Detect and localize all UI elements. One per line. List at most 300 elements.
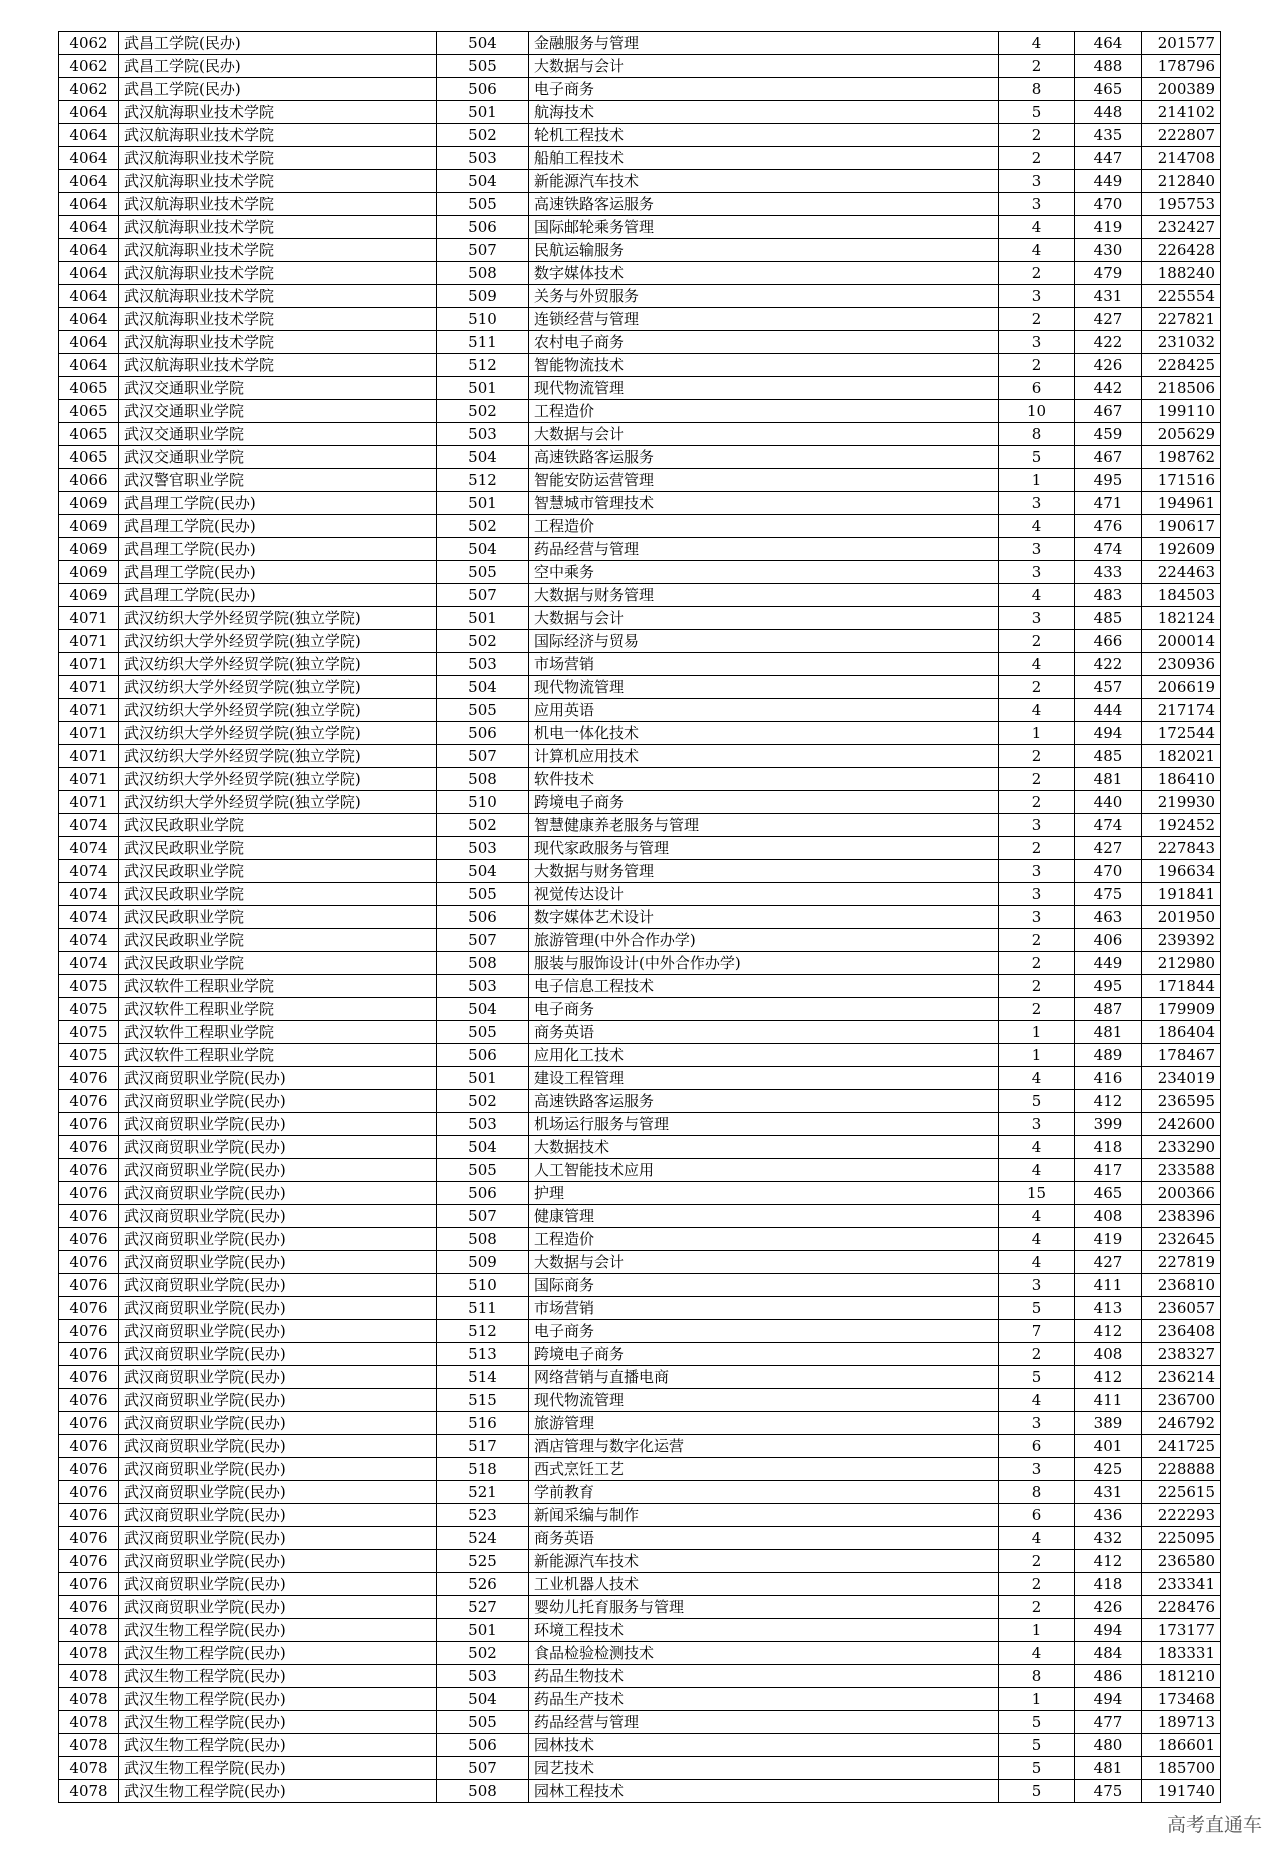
major-name-cell: 现代物流管理: [529, 377, 999, 400]
major-name-cell: 智能物流技术: [529, 354, 999, 377]
min-score-cell: 435: [1075, 124, 1142, 147]
school-code-cell: 4064: [59, 193, 119, 216]
table-row: [59, 607, 1221, 630]
school-code-cell: 4078: [59, 1688, 119, 1711]
plan-count-cell: 5: [999, 1711, 1075, 1734]
min-score-cell: 494: [1075, 1688, 1142, 1711]
major-code-cell: 518: [437, 1458, 529, 1481]
major-name-cell: 智慧健康养老服务与管理: [529, 814, 999, 837]
major-name-cell: 工业机器人技术: [529, 1573, 999, 1596]
school-code-cell: 4071: [59, 630, 119, 653]
min-rank-cell: 219930: [1142, 791, 1221, 814]
plan-count-cell: 4: [999, 1389, 1075, 1412]
school-name-cell: 武汉纺织大学外经贸学院(独立学院): [119, 630, 437, 653]
major-name-cell: 市场营销: [529, 1297, 999, 1320]
min-score-cell: 479: [1075, 262, 1142, 285]
plan-count-cell: 2: [999, 124, 1075, 147]
table-row: [59, 78, 1221, 101]
plan-count-cell: 3: [999, 170, 1075, 193]
plan-count-cell: 3: [999, 883, 1075, 906]
table-row: [59, 538, 1221, 561]
school-name-cell: 武汉商贸职业学院(民办): [119, 1274, 437, 1297]
min-rank-cell: 200014: [1142, 630, 1221, 653]
school-code-cell: 4071: [59, 676, 119, 699]
major-code-cell: 503: [437, 837, 529, 860]
min-score-cell: 408: [1075, 1205, 1142, 1228]
major-name-cell: 智慧城市管理技术: [529, 492, 999, 515]
major-code-cell: 506: [437, 906, 529, 929]
school-code-cell: 4064: [59, 331, 119, 354]
min-score-cell: 448: [1075, 101, 1142, 124]
min-rank-cell: 212980: [1142, 952, 1221, 975]
min-score-cell: 433: [1075, 561, 1142, 584]
school-name-cell: 武汉商贸职业学院(民办): [119, 1320, 437, 1343]
min-rank-cell: 186410: [1142, 768, 1221, 791]
min-rank-cell: 224463: [1142, 561, 1221, 584]
major-code-cell: 508: [437, 952, 529, 975]
min-rank-cell: 236408: [1142, 1320, 1221, 1343]
table-row: [59, 1435, 1221, 1458]
major-code-cell: 506: [437, 216, 529, 239]
min-score-cell: 470: [1075, 193, 1142, 216]
plan-count-cell: 5: [999, 1757, 1075, 1780]
major-code-cell: 509: [437, 285, 529, 308]
plan-count-cell: 2: [999, 147, 1075, 170]
plan-count-cell: 4: [999, 32, 1075, 55]
major-name-cell: 软件技术: [529, 768, 999, 791]
school-code-cell: 4065: [59, 400, 119, 423]
school-code-cell: 4066: [59, 469, 119, 492]
major-name-cell: 高速铁路客运服务: [529, 446, 999, 469]
major-name-cell: 农村电子商务: [529, 331, 999, 354]
min-score-cell: 495: [1075, 975, 1142, 998]
major-code-cell: 505: [437, 561, 529, 584]
min-score-cell: 419: [1075, 216, 1142, 239]
school-name-cell: 武汉商贸职业学院(民办): [119, 1343, 437, 1366]
table-row: [59, 1734, 1221, 1757]
school-name-cell: 武汉商贸职业学院(民办): [119, 1136, 437, 1159]
table-row: [59, 722, 1221, 745]
min-score-cell: 477: [1075, 1711, 1142, 1734]
min-score-cell: 426: [1075, 1596, 1142, 1619]
major-name-cell: 西式烹饪工艺: [529, 1458, 999, 1481]
school-code-cell: 4065: [59, 377, 119, 400]
table-row: [59, 262, 1221, 285]
major-name-cell: 网络营销与直播电商: [529, 1366, 999, 1389]
major-code-cell: 505: [437, 1159, 529, 1182]
table-row: [59, 1619, 1221, 1642]
major-name-cell: 应用化工技术: [529, 1044, 999, 1067]
min-rank-cell: 238327: [1142, 1343, 1221, 1366]
plan-count-cell: 2: [999, 262, 1075, 285]
min-score-cell: 480: [1075, 1734, 1142, 1757]
major-code-cell: 506: [437, 1734, 529, 1757]
min-score-cell: 459: [1075, 423, 1142, 446]
min-score-cell: 475: [1075, 883, 1142, 906]
min-rank-cell: 173177: [1142, 1619, 1221, 1642]
major-code-cell: 503: [437, 653, 529, 676]
school-name-cell: 武汉商贸职业学院(民办): [119, 1251, 437, 1274]
major-name-cell: 护理: [529, 1182, 999, 1205]
min-rank-cell: 222293: [1142, 1504, 1221, 1527]
min-rank-cell: 236810: [1142, 1274, 1221, 1297]
table-row: [59, 216, 1221, 239]
plan-count-cell: 7: [999, 1320, 1075, 1343]
table-row: [59, 768, 1221, 791]
plan-count-cell: 5: [999, 1366, 1075, 1389]
school-code-cell: 4076: [59, 1435, 119, 1458]
plan-count-cell: 15: [999, 1182, 1075, 1205]
school-code-cell: 4076: [59, 1343, 119, 1366]
school-code-cell: 4076: [59, 1205, 119, 1228]
school-name-cell: 武汉商贸职业学院(民办): [119, 1504, 437, 1527]
plan-count-cell: 2: [999, 1573, 1075, 1596]
min-score-cell: 467: [1075, 446, 1142, 469]
major-name-cell: 环境工程技术: [529, 1619, 999, 1642]
min-rank-cell: 189713: [1142, 1711, 1221, 1734]
min-score-cell: 457: [1075, 676, 1142, 699]
table-row: [59, 883, 1221, 906]
school-name-cell: 武汉商贸职业学院(民办): [119, 1481, 437, 1504]
plan-count-cell: 1: [999, 1688, 1075, 1711]
table-row: [59, 1527, 1221, 1550]
major-name-cell: 药品生物技术: [529, 1665, 999, 1688]
school-code-cell: 4069: [59, 515, 119, 538]
school-name-cell: 武汉商贸职业学院(民办): [119, 1182, 437, 1205]
major-name-cell: 高速铁路客运服务: [529, 193, 999, 216]
major-code-cell: 504: [437, 860, 529, 883]
major-name-cell: 大数据与财务管理: [529, 860, 999, 883]
school-code-cell: 4076: [59, 1251, 119, 1274]
school-name-cell: 武昌工学院(民办): [119, 55, 437, 78]
major-code-cell: 507: [437, 929, 529, 952]
min-rank-cell: 182021: [1142, 745, 1221, 768]
major-name-cell: 国际经济与贸易: [529, 630, 999, 653]
major-code-cell: 526: [437, 1573, 529, 1596]
table-row: [59, 1573, 1221, 1596]
plan-count-cell: 3: [999, 860, 1075, 883]
major-name-cell: 机电一体化技术: [529, 722, 999, 745]
table-row: [59, 1389, 1221, 1412]
min-rank-cell: 225095: [1142, 1527, 1221, 1550]
school-name-cell: 武汉生物工程学院(民办): [119, 1711, 437, 1734]
school-code-cell: 4076: [59, 1320, 119, 1343]
table-row: [59, 124, 1221, 147]
major-code-cell: 502: [437, 1642, 529, 1665]
school-name-cell: 武汉商贸职业学院(民办): [119, 1113, 437, 1136]
major-code-cell: 501: [437, 101, 529, 124]
school-name-cell: 武汉航海职业技术学院: [119, 147, 437, 170]
school-name-cell: 武汉航海职业技术学院: [119, 170, 437, 193]
school-code-cell: 4076: [59, 1389, 119, 1412]
school-code-cell: 4078: [59, 1642, 119, 1665]
major-code-cell: 510: [437, 308, 529, 331]
school-code-cell: 4076: [59, 1274, 119, 1297]
major-code-cell: 512: [437, 1320, 529, 1343]
min-score-cell: 465: [1075, 78, 1142, 101]
min-score-cell: 389: [1075, 1412, 1142, 1435]
major-name-cell: 关务与外贸服务: [529, 285, 999, 308]
min-score-cell: 427: [1075, 1251, 1142, 1274]
min-rank-cell: 212840: [1142, 170, 1221, 193]
plan-count-cell: 4: [999, 1251, 1075, 1274]
school-name-cell: 武汉生物工程学院(民办): [119, 1688, 437, 1711]
min-score-cell: 494: [1075, 1619, 1142, 1642]
table-row: [59, 1642, 1221, 1665]
plan-count-cell: 2: [999, 791, 1075, 814]
min-rank-cell: 188240: [1142, 262, 1221, 285]
school-code-cell: 4074: [59, 906, 119, 929]
major-code-cell: 508: [437, 1228, 529, 1251]
plan-count-cell: 4: [999, 653, 1075, 676]
major-code-cell: 505: [437, 55, 529, 78]
min-score-cell: 484: [1075, 1642, 1142, 1665]
min-score-cell: 467: [1075, 400, 1142, 423]
min-rank-cell: 214708: [1142, 147, 1221, 170]
school-name-cell: 武汉航海职业技术学院: [119, 216, 437, 239]
min-rank-cell: 228476: [1142, 1596, 1221, 1619]
table-row: [59, 998, 1221, 1021]
major-name-cell: 航海技术: [529, 101, 999, 124]
school-name-cell: 武汉生物工程学院(民办): [119, 1780, 437, 1803]
major-name-cell: 跨境电子商务: [529, 791, 999, 814]
min-rank-cell: 173468: [1142, 1688, 1221, 1711]
min-rank-cell: 184503: [1142, 584, 1221, 607]
min-rank-cell: 225554: [1142, 285, 1221, 308]
min-rank-cell: 239392: [1142, 929, 1221, 952]
min-score-cell: 471: [1075, 492, 1142, 515]
plan-count-cell: 4: [999, 216, 1075, 239]
school-code-cell: 4064: [59, 262, 119, 285]
table-row: [59, 561, 1221, 584]
min-rank-cell: 233290: [1142, 1136, 1221, 1159]
major-name-cell: 商务英语: [529, 1021, 999, 1044]
min-score-cell: 440: [1075, 791, 1142, 814]
table-row: [59, 331, 1221, 354]
major-name-cell: 计算机应用技术: [529, 745, 999, 768]
school-name-cell: 武汉商贸职业学院(民办): [119, 1159, 437, 1182]
school-code-cell: 4078: [59, 1757, 119, 1780]
major-code-cell: 502: [437, 124, 529, 147]
school-code-cell: 4078: [59, 1619, 119, 1642]
school-code-cell: 4069: [59, 538, 119, 561]
major-name-cell: 新能源汽车技术: [529, 170, 999, 193]
school-name-cell: 武汉交通职业学院: [119, 423, 437, 446]
plan-count-cell: 3: [999, 538, 1075, 561]
major-name-cell: 视觉传达设计: [529, 883, 999, 906]
plan-count-cell: 3: [999, 193, 1075, 216]
plan-count-cell: 4: [999, 239, 1075, 262]
major-name-cell: 电子商务: [529, 998, 999, 1021]
plan-count-cell: 2: [999, 1343, 1075, 1366]
min-score-cell: 475: [1075, 1780, 1142, 1803]
major-name-cell: 跨境电子商务: [529, 1343, 999, 1366]
table-row: [59, 515, 1221, 538]
min-rank-cell: 205629: [1142, 423, 1221, 446]
table-row: [59, 1067, 1221, 1090]
min-score-cell: 408: [1075, 1343, 1142, 1366]
table-row: [59, 975, 1221, 998]
min-score-cell: 449: [1075, 170, 1142, 193]
plan-count-cell: 2: [999, 630, 1075, 653]
min-score-cell: 432: [1075, 1527, 1142, 1550]
plan-count-cell: 5: [999, 1780, 1075, 1803]
table-row: [59, 699, 1221, 722]
min-rank-cell: 178796: [1142, 55, 1221, 78]
plan-count-cell: 6: [999, 377, 1075, 400]
table-row: [59, 1228, 1221, 1251]
min-rank-cell: 214102: [1142, 101, 1221, 124]
major-code-cell: 502: [437, 630, 529, 653]
min-score-cell: 418: [1075, 1573, 1142, 1596]
min-rank-cell: 201577: [1142, 32, 1221, 55]
plan-count-cell: 1: [999, 722, 1075, 745]
school-code-cell: 4064: [59, 147, 119, 170]
table-row: [59, 239, 1221, 262]
school-name-cell: 武汉商贸职业学院(民办): [119, 1550, 437, 1573]
min-rank-cell: 171844: [1142, 975, 1221, 998]
major-name-cell: 大数据与会计: [529, 423, 999, 446]
major-name-cell: 大数据与财务管理: [529, 584, 999, 607]
school-code-cell: 4076: [59, 1573, 119, 1596]
school-code-cell: 4069: [59, 492, 119, 515]
school-code-cell: 4076: [59, 1297, 119, 1320]
plan-count-cell: 4: [999, 699, 1075, 722]
table-row: [59, 1297, 1221, 1320]
table-row: [59, 745, 1221, 768]
plan-count-cell: 4: [999, 1067, 1075, 1090]
school-code-cell: 4065: [59, 423, 119, 446]
table-row: [59, 492, 1221, 515]
min-score-cell: 442: [1075, 377, 1142, 400]
min-score-cell: 481: [1075, 768, 1142, 791]
table-row: [59, 377, 1221, 400]
school-name-cell: 武汉航海职业技术学院: [119, 101, 437, 124]
table-row: [59, 32, 1221, 55]
major-name-cell: 智能安防运营管理: [529, 469, 999, 492]
school-name-cell: 武汉民政职业学院: [119, 906, 437, 929]
major-name-cell: 工程造价: [529, 515, 999, 538]
school-name-cell: 武昌理工学院(民办): [119, 492, 437, 515]
school-code-cell: 4076: [59, 1090, 119, 1113]
plan-count-cell: 2: [999, 676, 1075, 699]
min-score-cell: 411: [1075, 1389, 1142, 1412]
major-code-cell: 507: [437, 584, 529, 607]
min-rank-cell: 218506: [1142, 377, 1221, 400]
school-name-cell: 武汉生物工程学院(民办): [119, 1642, 437, 1665]
major-code-cell: 504: [437, 1136, 529, 1159]
school-name-cell: 武汉软件工程职业学院: [119, 1044, 437, 1067]
school-name-cell: 武汉生物工程学院(民办): [119, 1734, 437, 1757]
min-rank-cell: 192452: [1142, 814, 1221, 837]
school-name-cell: 武汉纺织大学外经贸学院(独立学院): [119, 768, 437, 791]
school-name-cell: 武汉商贸职业学院(民办): [119, 1527, 437, 1550]
plan-count-cell: 2: [999, 952, 1075, 975]
min-score-cell: 416: [1075, 1067, 1142, 1090]
plan-count-cell: 2: [999, 929, 1075, 952]
major-name-cell: 大数据技术: [529, 1136, 999, 1159]
school-code-cell: 4074: [59, 814, 119, 837]
major-code-cell: 504: [437, 1688, 529, 1711]
table-row: [59, 791, 1221, 814]
plan-count-cell: 2: [999, 308, 1075, 331]
table-row: [59, 1044, 1221, 1067]
min-rank-cell: 227843: [1142, 837, 1221, 860]
school-name-cell: 武汉商贸职业学院(民办): [119, 1458, 437, 1481]
major-name-cell: 园林技术: [529, 1734, 999, 1757]
min-score-cell: 427: [1075, 308, 1142, 331]
school-name-cell: 武汉民政职业学院: [119, 883, 437, 906]
plan-count-cell: 8: [999, 423, 1075, 446]
min-rank-cell: 217174: [1142, 699, 1221, 722]
school-name-cell: 武汉民政职业学院: [119, 952, 437, 975]
plan-count-cell: 2: [999, 837, 1075, 860]
school-name-cell: 武汉生物工程学院(民办): [119, 1757, 437, 1780]
school-name-cell: 武汉航海职业技术学院: [119, 285, 437, 308]
table-row: [59, 814, 1221, 837]
major-name-cell: 空中乘务: [529, 561, 999, 584]
table-row: [59, 1136, 1221, 1159]
major-code-cell: 512: [437, 354, 529, 377]
major-code-cell: 504: [437, 998, 529, 1021]
plan-count-cell: 3: [999, 607, 1075, 630]
major-code-cell: 510: [437, 1274, 529, 1297]
min-rank-cell: 231032: [1142, 331, 1221, 354]
major-code-cell: 510: [437, 791, 529, 814]
school-code-cell: 4069: [59, 584, 119, 607]
school-code-cell: 4076: [59, 1412, 119, 1435]
major-name-cell: 药品经营与管理: [529, 1711, 999, 1734]
table-row: [59, 1090, 1221, 1113]
table-row: [59, 837, 1221, 860]
school-name-cell: 武汉民政职业学院: [119, 814, 437, 837]
major-name-cell: 旅游管理(中外合作办学): [529, 929, 999, 952]
plan-count-cell: 3: [999, 1458, 1075, 1481]
school-code-cell: 4065: [59, 446, 119, 469]
school-name-cell: 武汉航海职业技术学院: [119, 354, 437, 377]
min-score-cell: 412: [1075, 1366, 1142, 1389]
major-code-cell: 501: [437, 492, 529, 515]
school-name-cell: 武汉商贸职业学院(民办): [119, 1366, 437, 1389]
major-code-cell: 502: [437, 515, 529, 538]
min-score-cell: 485: [1075, 607, 1142, 630]
school-code-cell: 4076: [59, 1504, 119, 1527]
major-code-cell: 507: [437, 239, 529, 262]
school-name-cell: 武昌理工学院(民办): [119, 538, 437, 561]
plan-count-cell: 5: [999, 1734, 1075, 1757]
min-rank-cell: 232645: [1142, 1228, 1221, 1251]
major-code-cell: 501: [437, 1619, 529, 1642]
min-score-cell: 425: [1075, 1458, 1142, 1481]
major-code-cell: 502: [437, 1090, 529, 1113]
min-rank-cell: 196634: [1142, 860, 1221, 883]
table-row: [59, 446, 1221, 469]
school-name-cell: 武汉航海职业技术学院: [119, 308, 437, 331]
plan-count-cell: 5: [999, 101, 1075, 124]
plan-count-cell: 4: [999, 1642, 1075, 1665]
school-name-cell: 武汉商贸职业学院(民办): [119, 1090, 437, 1113]
min-score-cell: 427: [1075, 837, 1142, 860]
school-code-cell: 4078: [59, 1665, 119, 1688]
major-name-cell: 旅游管理: [529, 1412, 999, 1435]
table-row: [59, 101, 1221, 124]
major-code-cell: 509: [437, 1251, 529, 1274]
school-name-cell: 武汉纺织大学外经贸学院(独立学院): [119, 653, 437, 676]
school-name-cell: 武汉民政职业学院: [119, 837, 437, 860]
min-rank-cell: 206619: [1142, 676, 1221, 699]
school-name-cell: 武汉商贸职业学院(民办): [119, 1297, 437, 1320]
school-code-cell: 4075: [59, 1044, 119, 1067]
